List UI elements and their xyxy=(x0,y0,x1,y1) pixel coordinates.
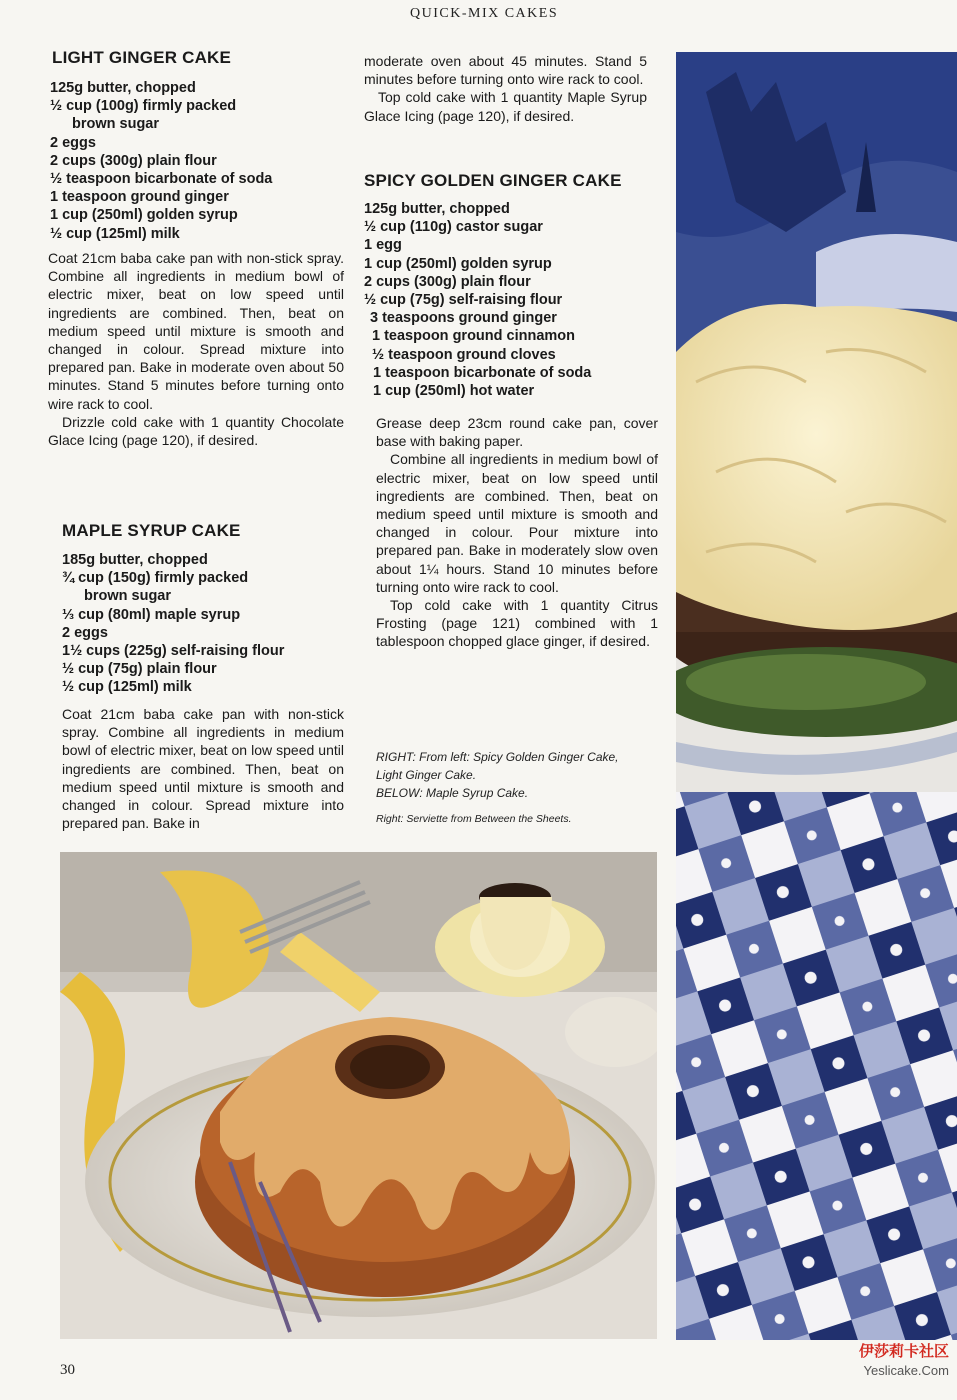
ingredient: 1 teaspoon bicarbonate of soda xyxy=(373,364,592,381)
ingredient: 3 teaspoons ground ginger xyxy=(370,310,557,327)
watermark xyxy=(859,1340,949,1378)
light-ginger-method xyxy=(48,249,344,449)
ingredient: 125g butter, chopped xyxy=(50,80,196,96)
photo-caption xyxy=(376,748,666,802)
maple-cake-illustration xyxy=(60,852,657,1339)
ingredient: ½ cup (100g) firmly packed xyxy=(50,98,237,115)
ingredient: 1 cup (250ml) golden syrup xyxy=(364,255,552,272)
watermark-line: Yeslicake.Com xyxy=(863,1363,949,1378)
ingredient: 2 cups (300g) plain flour xyxy=(364,273,531,290)
ingredient: 1 cup (250ml) golden syrup xyxy=(50,207,238,224)
maple-syrup-ingredients xyxy=(62,551,284,697)
ingredient: ½ cup (125ml) milk xyxy=(50,225,180,242)
maple-syrup-method-part2 xyxy=(364,52,647,125)
method-paragraph: moderate oven about 45 minutes. Stand 5 minutes before turning onto wire rack to cool. xyxy=(364,53,647,88)
ingredient: 1 teaspoon ground ginger xyxy=(50,189,229,206)
ingredient: 2 eggs xyxy=(50,134,96,151)
ingredient: ½ teaspoon bicarbonate of soda xyxy=(50,171,273,188)
method-paragraph: Top cold cake with 1 quantity Maple Syrup Glace Icing (page 120), if desired. xyxy=(364,89,647,124)
ingredient: 1 egg xyxy=(364,237,402,254)
ingredient: 2 cups (300g) plain flour xyxy=(50,152,217,169)
method-paragraph: Coat 21cm baba cake pan with non-stick spray. Combine all ingredients in medium bowl of electric mixer, beat on low speed until ingredients are combined. Then, beat on medium speed until mixture is smooth and changed in colour. Spread mixture into prepared pan. Bake in moderate oven about 50 minutes. Stand 5 minutes before turning onto wire rack to cool. xyxy=(48,250,344,412)
page-number: 30 xyxy=(60,1362,75,1378)
caption-line: BELOW: Maple Syrup Cake. xyxy=(376,786,529,800)
ingredient: 185g butter, chopped xyxy=(62,552,208,568)
ingredient: ½ cup (75g) self-raising flour xyxy=(364,292,563,309)
watermark-line: 伊莎莉卡社区 xyxy=(858,1343,949,1360)
ingredient: ½ teaspoon ground cloves xyxy=(372,346,556,363)
spicy-golden-method xyxy=(376,414,658,651)
light-ginger-title: LIGHT GINGER CAKE xyxy=(52,48,232,67)
ingredient: 1½ cups (225g) self-raising flour xyxy=(62,643,285,660)
ingredient: ½ cup (75g) plain flour xyxy=(62,661,217,678)
ingredient: ½ cup (110g) castor sugar xyxy=(364,219,543,236)
ingredient: ½ cup (125ml) milk xyxy=(62,679,192,696)
ingredient: ¾ cup (150g) firmly packed xyxy=(62,570,249,587)
ingredient: 1 cup (250ml) hot water xyxy=(373,383,535,400)
method-paragraph: Coat 21cm baba cake pan with non-stick spray. Combine all ingredients in medium bowl of electric mixer, beat on low speed until ingredients are combined. Then, beat on medium speed until mixture is smooth and changed in colour. Spread mixture into prepared pan. Bake in xyxy=(62,706,344,832)
method-paragraph: Combine all ingredients in medium bowl of electric mixer, beat on low speed until ingredients are combined. Then, beat on medium speed until mixture is smooth and changed in colour. Pour mixture into prepared pan. Bake in moderately slow oven about 1¼ hours. Stand 10 minutes before turning onto wire rack to cool. xyxy=(376,451,658,595)
caption-line: RIGHT: From left: Spicy Golden Ginger Cake, xyxy=(376,750,619,764)
spicy-golden-ingredients xyxy=(364,200,591,400)
maple-syrup-method-part1 xyxy=(62,705,344,832)
ingredient: brown sugar xyxy=(84,588,172,605)
spicy-golden-title: SPICY GOLDEN GINGER CAKE xyxy=(364,171,622,190)
photo-spicy-golden-ginger-cake xyxy=(676,52,957,1340)
light-ginger-ingredients xyxy=(50,79,272,243)
cake-on-plate-illustration xyxy=(676,52,957,1340)
ingredient: brown sugar xyxy=(72,116,160,133)
ingredient: ⅓ cup (80ml) maple syrup xyxy=(62,606,241,623)
ingredient: 2 eggs xyxy=(62,624,108,641)
photo-credit: Right: Serviette from Between the Sheets. xyxy=(376,813,572,825)
photo-maple-syrup-cake xyxy=(60,852,657,1339)
running-head: QUICK-MIX CAKES xyxy=(410,6,559,21)
method-paragraph: Drizzle cold cake with 1 quantity Chocolate Glace Icing (page 120), if desired. xyxy=(48,413,344,449)
method-paragraph: Top cold cake with 1 quantity Citrus Frosting (page 121) combined with 1 tablespoon chopped glace ginger, if desired. xyxy=(376,597,658,650)
maple-syrup-title: MAPLE SYRUP CAKE xyxy=(62,521,241,540)
method-paragraph: Grease deep 23cm round cake pan, cover base with baking paper. xyxy=(376,415,658,450)
ingredient: 125g butter, chopped xyxy=(364,201,510,217)
ingredient: 1 teaspoon ground cinnamon xyxy=(372,328,576,345)
caption-line: Light Ginger Cake. xyxy=(376,768,477,782)
